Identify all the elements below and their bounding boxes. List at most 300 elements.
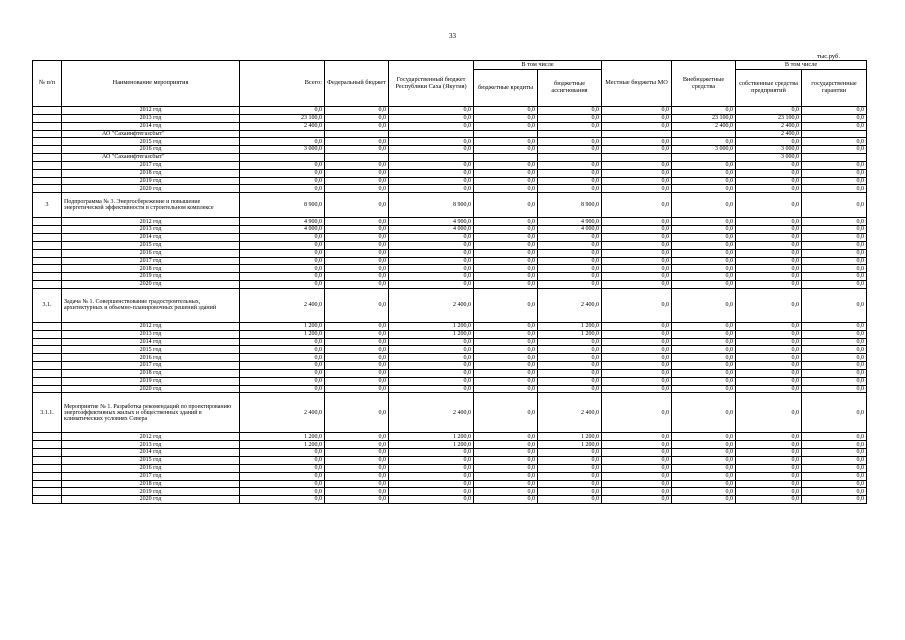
header-own: собственные средства предприятий bbox=[736, 70, 802, 107]
cell-value: 0,0 bbox=[474, 480, 538, 488]
cell-value: 0,0 bbox=[240, 265, 325, 273]
cell-value: 0,0 bbox=[602, 385, 672, 393]
cell-value: 0,0 bbox=[602, 161, 672, 169]
table-row bbox=[33, 449, 867, 457]
cell-value: 0,0 bbox=[325, 441, 389, 449]
cell-value: 0,0 bbox=[802, 393, 867, 433]
cell-value: 0,0 bbox=[474, 122, 538, 130]
cell-value: 4 900,0 bbox=[389, 218, 474, 226]
cell-value: 0,0 bbox=[325, 193, 389, 218]
cell-value: 0,0 bbox=[325, 369, 389, 377]
cell-value: 0,0 bbox=[240, 488, 325, 496]
cell-value: 0,0 bbox=[325, 233, 389, 241]
row-number bbox=[33, 218, 62, 226]
cell-value: 0,0 bbox=[602, 226, 672, 234]
cell-value: 0,0 bbox=[474, 496, 538, 504]
cell-value: 8 900,0 bbox=[389, 193, 474, 218]
cell-value: 0,0 bbox=[474, 249, 538, 257]
cell-value: 0,0 bbox=[672, 354, 736, 362]
cell-value: 0,0 bbox=[474, 441, 538, 449]
cell-value: 2 400,0 bbox=[240, 288, 325, 322]
cell-empty bbox=[672, 154, 736, 162]
row-year: 2017 год bbox=[62, 362, 240, 370]
cell-value: 0,0 bbox=[802, 496, 867, 504]
cell-value: 0,0 bbox=[240, 273, 325, 281]
cell-value: 0,0 bbox=[240, 362, 325, 370]
cell-value: 0,0 bbox=[474, 169, 538, 177]
cell-value: 0,0 bbox=[389, 480, 474, 488]
row-number: 3 bbox=[33, 193, 62, 218]
cell-value: 0,0 bbox=[325, 346, 389, 354]
cell-value: 0,0 bbox=[389, 472, 474, 480]
row-number bbox=[33, 346, 62, 354]
cell-value: 2 400,0 bbox=[538, 288, 602, 322]
cell-value: 0,0 bbox=[672, 330, 736, 338]
cell-value: 0,0 bbox=[474, 433, 538, 441]
cell-value: 0,0 bbox=[538, 233, 602, 241]
cell-value: 0,0 bbox=[602, 322, 672, 330]
cell-empty bbox=[389, 154, 474, 162]
row-year: 2013 год bbox=[62, 330, 240, 338]
cell-empty bbox=[538, 154, 602, 162]
table-row bbox=[33, 480, 867, 488]
row-number bbox=[33, 496, 62, 504]
row-number bbox=[33, 322, 62, 330]
cell-value: 0,0 bbox=[389, 377, 474, 385]
cell-value: 0,0 bbox=[325, 177, 389, 185]
cell-value: 0,0 bbox=[736, 496, 802, 504]
cell-value: 0,0 bbox=[474, 457, 538, 465]
row-title: Подпрограмма № 3. Энергосбережение и повышение энергетической эффективности в строительном комплексе bbox=[62, 193, 240, 218]
row-year: 2016 год bbox=[62, 464, 240, 472]
cell-value: 1 200,0 bbox=[240, 441, 325, 449]
row-year: 2016 год bbox=[62, 146, 240, 154]
row-org: АО "Сахаинфтегазсбыт" bbox=[62, 154, 240, 162]
cell-value: 0,0 bbox=[474, 241, 538, 249]
cell-value: 0,0 bbox=[736, 449, 802, 457]
cell-value: 0,0 bbox=[802, 362, 867, 370]
cell-value: 0,0 bbox=[672, 449, 736, 457]
cell-value: 0,0 bbox=[672, 457, 736, 465]
cell-value: 0,0 bbox=[602, 433, 672, 441]
row-year: 2020 год bbox=[62, 496, 240, 504]
cell-value: 0,0 bbox=[389, 241, 474, 249]
table-row bbox=[33, 185, 867, 193]
row-title: Задача № 1. Совершенствование градостроительных, архитектурных и объемно-планировочных решений зданий bbox=[62, 288, 240, 322]
cell-value: 0,0 bbox=[538, 169, 602, 177]
cell-value: 1 200,0 bbox=[240, 330, 325, 338]
row-year: 2020 год bbox=[62, 281, 240, 289]
cell-value: 0,0 bbox=[474, 362, 538, 370]
cell-value: 0,0 bbox=[325, 464, 389, 472]
table-row bbox=[33, 393, 867, 433]
cell-empty bbox=[802, 130, 867, 138]
cell-value: 0,0 bbox=[736, 265, 802, 273]
cell-value: 0,0 bbox=[802, 265, 867, 273]
cell-value: 0,0 bbox=[672, 346, 736, 354]
row-year: 2012 год bbox=[62, 322, 240, 330]
row-number bbox=[33, 330, 62, 338]
cell-value: 0,0 bbox=[538, 346, 602, 354]
cell-value: 0,0 bbox=[389, 273, 474, 281]
cell-value: 2 400,0 bbox=[736, 122, 802, 130]
cell-value: 23 100,0 bbox=[672, 114, 736, 122]
cell-value: 1 200,0 bbox=[389, 322, 474, 330]
cell-value: 0,0 bbox=[672, 226, 736, 234]
cell-value: 0,0 bbox=[802, 288, 867, 322]
cell-value: 0,0 bbox=[802, 249, 867, 257]
cell-value: 0,0 bbox=[602, 122, 672, 130]
cell-value: 0,0 bbox=[325, 322, 389, 330]
cell-value: 0,0 bbox=[389, 354, 474, 362]
row-year: 2014 год bbox=[62, 338, 240, 346]
cell-value: 0,0 bbox=[240, 233, 325, 241]
cell-value: 0,0 bbox=[325, 449, 389, 457]
cell-value: 0,0 bbox=[802, 177, 867, 185]
cell-value: 0,0 bbox=[538, 354, 602, 362]
cell-value: 0,0 bbox=[389, 464, 474, 472]
cell-value: 0,0 bbox=[474, 472, 538, 480]
cell-value: 0,0 bbox=[802, 457, 867, 465]
cell-value: 0,0 bbox=[736, 472, 802, 480]
cell-value: 0,0 bbox=[474, 464, 538, 472]
cell-value: 0,0 bbox=[538, 273, 602, 281]
cell-value: 4 000,0 bbox=[240, 226, 325, 234]
cell-value: 0,0 bbox=[325, 185, 389, 193]
cell-value: 0,0 bbox=[389, 107, 474, 115]
cell-value: 2 400,0 bbox=[672, 122, 736, 130]
cell-value: 0,0 bbox=[802, 146, 867, 154]
row-year: 2019 год bbox=[62, 273, 240, 281]
cell-value: 0,0 bbox=[602, 281, 672, 289]
cell-value: 4 000,0 bbox=[389, 226, 474, 234]
table-row bbox=[33, 362, 867, 370]
cell-empty bbox=[538, 130, 602, 138]
cell-value: 2 400,0 bbox=[389, 288, 474, 322]
row-year: 2012 год bbox=[62, 107, 240, 115]
cell-value: 0,0 bbox=[538, 464, 602, 472]
cell-value: 0,0 bbox=[736, 257, 802, 265]
cell-value: 0,0 bbox=[602, 472, 672, 480]
cell-value: 0,0 bbox=[474, 233, 538, 241]
cell-value: 0,0 bbox=[325, 169, 389, 177]
row-number bbox=[33, 233, 62, 241]
cell-value: 0,0 bbox=[602, 441, 672, 449]
cell-value: 0,0 bbox=[602, 496, 672, 504]
table-row bbox=[33, 169, 867, 177]
row-number bbox=[33, 354, 62, 362]
cell-value: 0,0 bbox=[538, 114, 602, 122]
cell-value: 0,0 bbox=[802, 169, 867, 177]
row-number bbox=[33, 377, 62, 385]
cell-value: 0,0 bbox=[538, 472, 602, 480]
row-number bbox=[33, 185, 62, 193]
cell-value: 0,0 bbox=[389, 338, 474, 346]
row-number bbox=[33, 273, 62, 281]
row-number: 3.1. bbox=[33, 288, 62, 322]
row-org: АО "Сахаинфтегазсбыт" bbox=[62, 130, 240, 138]
header-num: № п/п bbox=[33, 61, 62, 107]
row-year: 2018 год bbox=[62, 169, 240, 177]
header-guarantees: государственные гарантии bbox=[802, 70, 867, 107]
cell-value: 0,0 bbox=[240, 472, 325, 480]
row-year: 2017 год bbox=[62, 472, 240, 480]
cell-value: 0,0 bbox=[389, 265, 474, 273]
cell-value: 0,0 bbox=[802, 257, 867, 265]
header-total: Всего: bbox=[240, 61, 325, 107]
cell-empty bbox=[240, 130, 325, 138]
row-year: 2018 год bbox=[62, 265, 240, 273]
cell-empty bbox=[325, 130, 389, 138]
cell-value: 0,0 bbox=[736, 457, 802, 465]
table-row bbox=[33, 193, 867, 218]
row-number bbox=[33, 169, 62, 177]
cell-value: 0,0 bbox=[474, 449, 538, 457]
cell-value: 0,0 bbox=[602, 257, 672, 265]
cell-value: 0,0 bbox=[736, 488, 802, 496]
cell-value: 0,0 bbox=[802, 233, 867, 241]
cell-value: 2 400,0 bbox=[240, 122, 325, 130]
cell-value: 0,0 bbox=[474, 488, 538, 496]
row-year: 2018 год bbox=[62, 369, 240, 377]
row-number bbox=[33, 265, 62, 273]
cell-value: 0,0 bbox=[736, 362, 802, 370]
row-number bbox=[33, 154, 62, 162]
cell-value: 0,0 bbox=[325, 114, 389, 122]
cell-value: 0,0 bbox=[389, 161, 474, 169]
cell-empty bbox=[325, 154, 389, 162]
cell-value: 0,0 bbox=[240, 249, 325, 257]
cell-value: 0,0 bbox=[325, 161, 389, 169]
cell-value: 0,0 bbox=[538, 449, 602, 457]
cell-value: 0,0 bbox=[672, 369, 736, 377]
cell-value: 0,0 bbox=[802, 161, 867, 169]
cell-value: 0,0 bbox=[389, 496, 474, 504]
cell-value: 0,0 bbox=[802, 241, 867, 249]
cell-value: 0,0 bbox=[736, 193, 802, 218]
table-row bbox=[33, 322, 867, 330]
cell-value: 0,0 bbox=[672, 362, 736, 370]
cell-value: 0,0 bbox=[240, 169, 325, 177]
cell-value: 0,0 bbox=[240, 385, 325, 393]
row-year: 2015 год bbox=[62, 457, 240, 465]
cell-value: 1 200,0 bbox=[538, 433, 602, 441]
cell-value: 0,0 bbox=[802, 377, 867, 385]
cell-empty bbox=[474, 154, 538, 162]
cell-value: 0,0 bbox=[538, 177, 602, 185]
cell-value: 0,0 bbox=[672, 433, 736, 441]
row-year: 2016 год bbox=[62, 249, 240, 257]
cell-value: 0,0 bbox=[736, 480, 802, 488]
cell-value: 0,0 bbox=[802, 369, 867, 377]
cell-value: 0,0 bbox=[802, 114, 867, 122]
table-row bbox=[33, 114, 867, 122]
cell-value: 2 400,0 bbox=[736, 130, 802, 138]
cell-value: 0,0 bbox=[672, 169, 736, 177]
cell-value: 0,0 bbox=[802, 346, 867, 354]
cell-value: 1 200,0 bbox=[389, 433, 474, 441]
table-row bbox=[33, 233, 867, 241]
cell-value: 0,0 bbox=[474, 377, 538, 385]
row-year: 2018 год bbox=[62, 480, 240, 488]
row-number bbox=[33, 385, 62, 393]
cell-value: 0,0 bbox=[736, 369, 802, 377]
cell-empty bbox=[240, 154, 325, 162]
cell-value: 8 900,0 bbox=[240, 193, 325, 218]
table-row bbox=[33, 241, 867, 249]
cell-value: 0,0 bbox=[802, 218, 867, 226]
cell-value: 0,0 bbox=[538, 457, 602, 465]
page-number: 33 bbox=[449, 32, 456, 40]
cell-value: 0,0 bbox=[802, 354, 867, 362]
cell-value: 0,0 bbox=[538, 362, 602, 370]
cell-value: 0,0 bbox=[736, 233, 802, 241]
row-number bbox=[33, 441, 62, 449]
row-number bbox=[33, 249, 62, 257]
cell-value: 0,0 bbox=[389, 138, 474, 146]
cell-value: 0,0 bbox=[736, 354, 802, 362]
row-year: 2019 год bbox=[62, 377, 240, 385]
row-number bbox=[33, 114, 62, 122]
cell-value: 0,0 bbox=[672, 385, 736, 393]
row-number bbox=[33, 338, 62, 346]
cell-value: 0,0 bbox=[802, 441, 867, 449]
cell-value: 0,0 bbox=[672, 193, 736, 218]
cell-value: 0,0 bbox=[474, 177, 538, 185]
cell-value: 0,0 bbox=[736, 433, 802, 441]
cell-value: 0,0 bbox=[602, 362, 672, 370]
cell-value: 0,0 bbox=[325, 273, 389, 281]
cell-value: 0,0 bbox=[602, 449, 672, 457]
budget-table bbox=[32, 60, 867, 504]
header-federal: Федеральный бюджет bbox=[325, 61, 389, 107]
cell-value: 0,0 bbox=[672, 177, 736, 185]
cell-value: 0,0 bbox=[325, 265, 389, 273]
header-offbudget: Внебюджетные средства bbox=[672, 61, 736, 107]
cell-value: 0,0 bbox=[538, 241, 602, 249]
cell-value: 0,0 bbox=[474, 354, 538, 362]
row-number bbox=[33, 257, 62, 265]
row-year: 2016 год bbox=[62, 354, 240, 362]
cell-value: 0,0 bbox=[474, 393, 538, 433]
table-row bbox=[33, 369, 867, 377]
row-year: 2014 год bbox=[62, 449, 240, 457]
table-row bbox=[33, 385, 867, 393]
cell-value: 0,0 bbox=[240, 338, 325, 346]
row-year: 2015 год bbox=[62, 138, 240, 146]
cell-value: 1 200,0 bbox=[538, 322, 602, 330]
cell-value: 0,0 bbox=[474, 281, 538, 289]
cell-value: 0,0 bbox=[672, 472, 736, 480]
cell-value: 0,0 bbox=[325, 226, 389, 234]
cell-value: 0,0 bbox=[240, 185, 325, 193]
cell-value: 2 400,0 bbox=[389, 393, 474, 433]
row-number bbox=[33, 449, 62, 457]
cell-value: 0,0 bbox=[474, 218, 538, 226]
cell-value: 0,0 bbox=[802, 385, 867, 393]
cell-value: 0,0 bbox=[802, 449, 867, 457]
row-number bbox=[33, 122, 62, 130]
cell-value: 0,0 bbox=[325, 480, 389, 488]
cell-value: 0,0 bbox=[736, 185, 802, 193]
cell-value: 0,0 bbox=[240, 480, 325, 488]
table-row bbox=[33, 273, 867, 281]
row-number bbox=[33, 480, 62, 488]
cell-value: 0,0 bbox=[602, 354, 672, 362]
header-state: Государственный бюджет Республики Саха (Якутия) bbox=[389, 61, 474, 107]
cell-value: 0,0 bbox=[474, 330, 538, 338]
cell-value: 0,0 bbox=[672, 488, 736, 496]
cell-value: 0,0 bbox=[802, 488, 867, 496]
cell-value: 0,0 bbox=[389, 346, 474, 354]
cell-value: 0,0 bbox=[602, 185, 672, 193]
cell-value: 0,0 bbox=[538, 146, 602, 154]
cell-value: 0,0 bbox=[474, 346, 538, 354]
cell-value: 0,0 bbox=[672, 265, 736, 273]
cell-value: 0,0 bbox=[474, 385, 538, 393]
row-year: 2015 год bbox=[62, 241, 240, 249]
table-row bbox=[33, 122, 867, 130]
cell-value: 0,0 bbox=[240, 496, 325, 504]
cell-value: 0,0 bbox=[602, 114, 672, 122]
table-row bbox=[33, 354, 867, 362]
cell-value: 0,0 bbox=[736, 218, 802, 226]
cell-value: 0,0 bbox=[325, 338, 389, 346]
cell-value: 0,0 bbox=[389, 185, 474, 193]
row-year: 2012 год bbox=[62, 433, 240, 441]
cell-value: 0,0 bbox=[736, 338, 802, 346]
cell-value: 0,0 bbox=[538, 369, 602, 377]
cell-value: 0,0 bbox=[474, 369, 538, 377]
cell-value: 0,0 bbox=[325, 472, 389, 480]
cell-value: 0,0 bbox=[474, 338, 538, 346]
table-row bbox=[33, 472, 867, 480]
table-row bbox=[33, 441, 867, 449]
cell-value: 0,0 bbox=[672, 464, 736, 472]
cell-value: 0,0 bbox=[389, 257, 474, 265]
cell-value: 1 200,0 bbox=[389, 441, 474, 449]
table-row bbox=[33, 226, 867, 234]
cell-empty bbox=[389, 130, 474, 138]
cell-value: 0,0 bbox=[389, 146, 474, 154]
header-credits: бюджетные кредиты bbox=[474, 70, 538, 107]
row-year: 2014 год bbox=[62, 122, 240, 130]
cell-value: 0,0 bbox=[474, 107, 538, 115]
cell-value: 0,0 bbox=[602, 241, 672, 249]
cell-value: 0,0 bbox=[325, 377, 389, 385]
cell-value: 0,0 bbox=[736, 161, 802, 169]
cell-value: 0,0 bbox=[672, 233, 736, 241]
cell-empty bbox=[474, 130, 538, 138]
cell-value: 3 000,0 bbox=[736, 146, 802, 154]
cell-value: 0,0 bbox=[325, 330, 389, 338]
row-year: 2017 год bbox=[62, 161, 240, 169]
cell-value: 0,0 bbox=[672, 322, 736, 330]
cell-value: 0,0 bbox=[736, 169, 802, 177]
unit-label: тыс.руб. bbox=[817, 53, 840, 60]
header-name: Наименование мероприятия bbox=[62, 61, 240, 107]
cell-value: 0,0 bbox=[602, 177, 672, 185]
cell-value: 0,0 bbox=[538, 249, 602, 257]
cell-value: 0,0 bbox=[672, 185, 736, 193]
row-number bbox=[33, 281, 62, 289]
table-row bbox=[33, 257, 867, 265]
row-number: 3.1.1. bbox=[33, 393, 62, 433]
cell-value: 0,0 bbox=[602, 138, 672, 146]
cell-value: 0,0 bbox=[538, 480, 602, 488]
cell-value: 0,0 bbox=[538, 488, 602, 496]
cell-value: 0,0 bbox=[240, 369, 325, 377]
